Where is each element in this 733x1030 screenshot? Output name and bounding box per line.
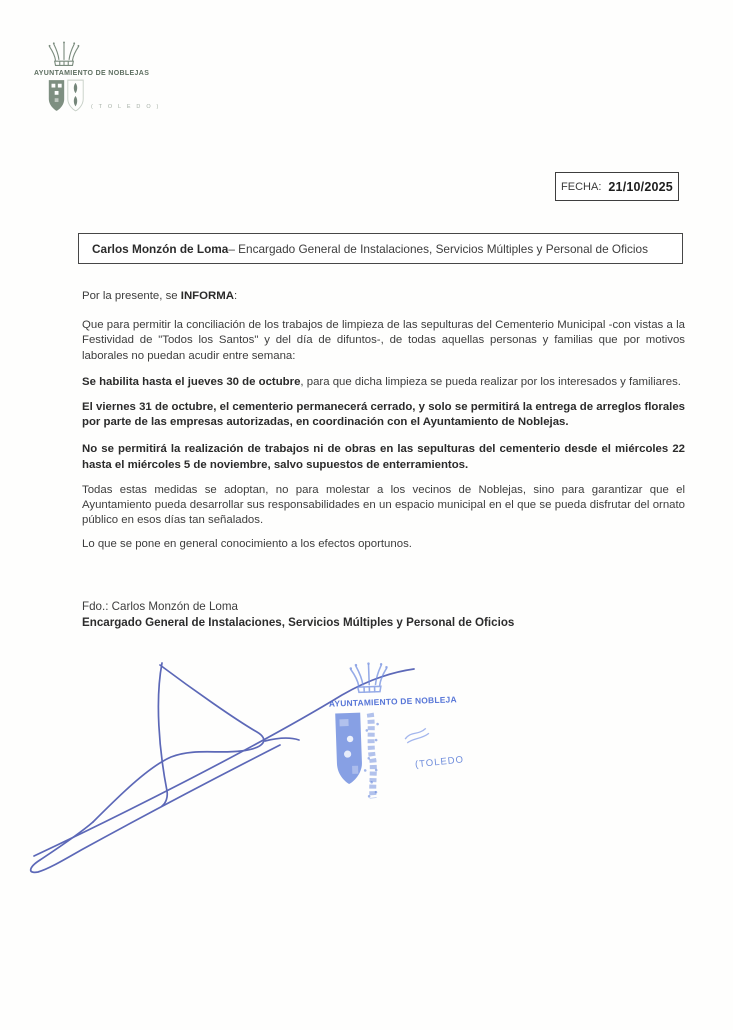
municipal-crest <box>34 40 164 120</box>
paragraph-2 <box>82 375 685 390</box>
author-title: – Encargado General de Instalaciones, Servicios Múltiples y Personal de Oficios <box>228 241 648 256</box>
province-label: ( T O L E D O ) <box>91 104 161 110</box>
intro-pre: Por la presente, se <box>82 290 181 302</box>
paragraph-3: El viernes 31 de octubre, el cementerio permanecerá cerrado, y solo se permitirá la entrega de arreglos florales por parte de las empresas autorizadas, en coordinación con el Ayuntamiento de Noblejas. <box>82 401 685 429</box>
author-name: Carlos Monzón de Loma <box>92 241 229 256</box>
crown-icon <box>47 40 81 67</box>
author-box <box>78 233 683 264</box>
intro-post: : <box>233 290 238 302</box>
paragraph-intro <box>82 289 685 304</box>
stamp-crown-icon <box>347 661 390 694</box>
paragraph-2-rest: , para que dicha limpieza se pueda realizar por los interesados y familiares. <box>300 375 681 388</box>
paragraph-5: Todas estas medidas se adoptan, no para molestar a los vecinos de Noblejas, sino para garantizar que el Ayuntamiento pueda desarrollar sus responsabilidades en un espacio municipal en el que se pueda disfrutar del ornato público en esos días tan señalados. <box>82 483 685 527</box>
letter-body <box>82 289 685 553</box>
shield-icon <box>47 78 85 113</box>
stamp-province: (TOLEDO <box>414 754 465 771</box>
signature-block <box>82 599 514 630</box>
intro-bold: INFORMA <box>180 290 234 302</box>
date-box <box>555 172 679 201</box>
signatory-title: Encargado General de Instalaciones, Servicios Múltiples y Personal de Oficios <box>82 615 515 629</box>
date-label: FECHA: <box>561 180 602 193</box>
ink-stamp <box>325 657 488 812</box>
stamp-municipality: AYUNTAMIENTO DE NOBLEJA <box>328 694 457 709</box>
date-value: 21/10/2025 <box>608 179 673 194</box>
paragraph-6: Lo que se pone en general conocimiento a los efectos oportunos. <box>82 538 412 551</box>
paragraph-1: Que para permitir la conciliación de los trabajos de limpieza de las sepulturas del Cementerio Municipal -con vistas a la Festividad de "Todos los Santos" y del día de difuntos-, de todas aquellas personas y familias que por motivos laborales no puedan acudir entre semana: <box>82 319 685 362</box>
stamp-shield-icon <box>333 709 396 803</box>
municipality-name: AYUNTAMIENTO DE NOBLEJAS <box>34 70 150 77</box>
paragraph-2-bold: Se habilita hasta el jueves 30 de octubre <box>82 375 301 388</box>
fdo-line: Fdo.: Carlos Monzón de Loma <box>82 600 238 613</box>
stamp-squiggle <box>404 727 433 746</box>
paragraph-4: No se permitirá la realización de trabajos ni de obras en las sepulturas del cementerio desde el miércoles 22 hasta el miércoles 5 de noviembre, salvo supuestos de enterramientos. <box>82 443 685 471</box>
